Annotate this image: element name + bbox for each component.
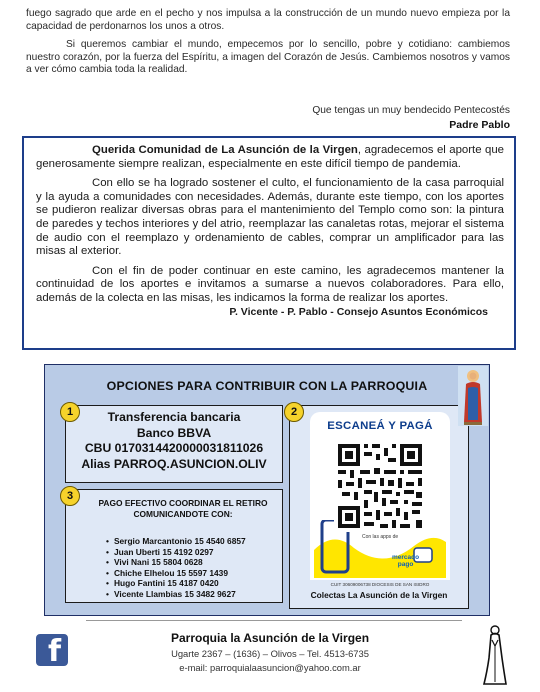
signature-padre-pablo: Padre Pablo <box>449 119 510 131</box>
letter-greeting: Querida Comunidad de La Asunción de la Virgen <box>92 144 358 156</box>
option-number-3: 3 <box>60 486 80 506</box>
message-paragraph-2: Si queremos cambiar el mundo, empecemos por lo sencillo, pobre y cotidiano: cambiemos nuestro corazón, por la fuerza del Espíritu, a imagen del Corazón de Jesús. Cambiemos nosotros y vamos a ver cómo cambia toda la realidad. <box>26 39 510 76</box>
virgin-statue-icon <box>458 366 488 426</box>
option-number-1: 1 <box>60 402 80 422</box>
option-number-2: 2 <box>284 402 304 422</box>
pentecost-message <box>26 8 510 83</box>
bank-alias: Alias PARROQ.ASUNCION.OLIV <box>81 456 267 471</box>
letter-paragraph-1 <box>36 144 504 171</box>
facebook-icon[interactable]: f <box>36 634 68 666</box>
contact-item: • Hugo Fantini 15 4187 0420 <box>106 578 246 589</box>
letter-signature: P. Vicente - P. Pablo - Consejo Asuntos Económicos <box>229 305 488 318</box>
mercado-label: mercado <box>392 554 420 561</box>
mercado-pago-logo <box>392 554 419 568</box>
bank-transfer-label: Transferencia bancaria <box>107 410 241 424</box>
scan-and-pay-title: ESCANEÁ Y PAGÁ <box>327 420 433 432</box>
cash-payment-header: PAGO EFECTIVO COORDINAR EL RETIRO COMUNICANDOTE CON: <box>98 498 268 519</box>
apps-label: Con las apps de <box>362 534 399 540</box>
message-paragraph-1: fuego sagrado que arde en el pecho y nos impulsa a la construcción de un mundo nuevo empieza por la capacidad de perdonarnos los unos a otros. <box>26 8 510 32</box>
contact-item: • Sergio Marcantonio 15 4540 6857 <box>106 536 246 547</box>
contact-item: • Juan Uberti 15 4192 0297 <box>106 547 246 558</box>
qr-caption: Colectas La Asunción de la Virgen <box>310 590 448 600</box>
parish-email[interactable]: e-mail: parroquialaasuncion@yahoo.com.ar <box>179 662 361 673</box>
virgin-silhouette-icon <box>482 624 508 686</box>
contact-item: • Vivi Nani 15 5804 0628 <box>106 557 246 568</box>
option-qr-payment <box>289 405 469 609</box>
parish-address: Ugarte 2367 – (1636) – Olivos – Tel. 4513-6735 <box>171 648 369 659</box>
bank-details <box>66 410 282 472</box>
contact-list <box>106 536 246 600</box>
option-bank-transfer <box>65 405 283 483</box>
option-cash-payment <box>65 489 283 603</box>
cuit-number: CUIT 30609006738 DIOCESIS DE SAN ISIDRO <box>330 582 430 587</box>
pago-label: pago <box>397 561 414 568</box>
contribution-title: OPCIONES PARA CONTRIBUIR CON LA PARROQUIA <box>106 379 428 393</box>
letter-paragraph-3-text: Con el fin de poder continuar en este camino, les agradecemos mantener la continuidad de los aportes e invitamos a sumarse a nuevos colaboradores. Para ello, además de la colecta en las misas, les indicamos la forma de realizar los aportes. <box>36 264 504 304</box>
community-letter <box>22 136 516 350</box>
contribution-options <box>44 364 490 616</box>
footer-divider <box>86 620 462 621</box>
mercado-pago-card <box>310 412 450 580</box>
letter-paragraph-3 <box>36 264 504 318</box>
contact-item: • Chiche Elhelou 15 5597 1439 <box>106 568 246 579</box>
bank-cbu: CBU 0170314420000031811026 <box>84 441 264 455</box>
bank-name: Banco BBVA <box>136 425 212 440</box>
closing-line: Que tengas un muy bendecido Pentecostés <box>312 105 510 116</box>
letter-paragraph-1-text: , agradecemos el aporte que generosamente siempre realizan, especialmente en este difícil tiempo de pandemia. <box>36 144 504 170</box>
contact-item: • Vicente Llambias 15 3482 9627 <box>106 589 246 600</box>
letter-paragraph-2: Con ello se ha logrado sostener el culto, el funcionamiento de la casa parroquial y la ayuda a comunidades con necesidades. Además, durante este tiempo, con los aportes se pudieron realizar diversas obras para el mantenimiento del Templo como son: la pintura de paredes y techos interiores y del atrio, reemplazar las canaletas rotas, mejorar el sistema de audio con el reemplazo y ordenamiento de cables, comprar un amplificador para las misas al exterior. <box>36 177 504 258</box>
qr-code-icon[interactable] <box>334 440 426 532</box>
parish-name: Parroquia la Asunción de la Virgen <box>170 631 370 645</box>
